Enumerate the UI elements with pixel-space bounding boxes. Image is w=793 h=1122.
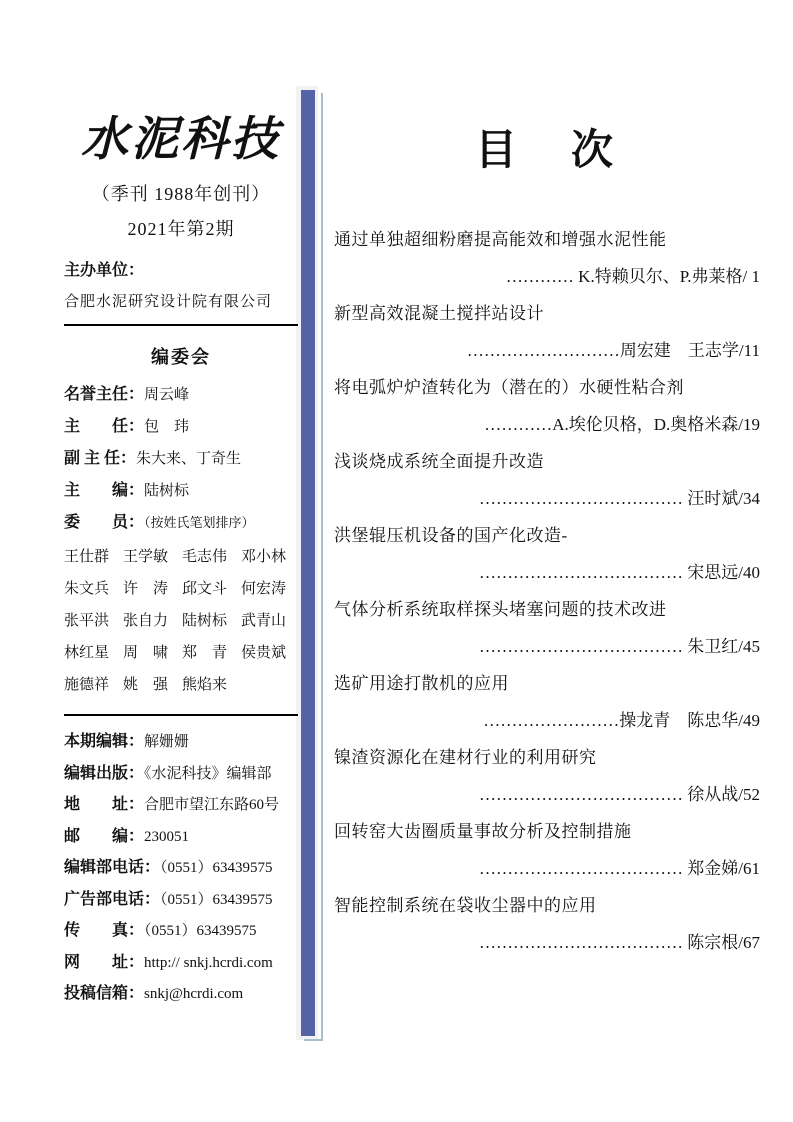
board-member: 周 啸: [123, 645, 169, 662]
publication-info: [64, 726, 298, 1010]
horizontal-rule-top: [64, 324, 298, 326]
divider-bar: [301, 90, 315, 1036]
info-publisher: [64, 758, 298, 790]
article-title: 智能控制系统在袋收尘器中的应用: [334, 896, 597, 916]
article-title: 镍渣资源化在建材行业的利用研究: [334, 748, 597, 768]
article-title: 选矿用途打散机的应用: [334, 674, 509, 694]
role-label: 副 主 任：: [64, 450, 137, 468]
info-value: （0551）63439575: [160, 891, 273, 908]
info-label: 编辑出版：: [64, 764, 145, 782]
organizer-value: 合肥水泥研究设计院有限公司: [64, 294, 273, 311]
role-value-note: （按姓氏笔划排序）: [144, 515, 255, 531]
article-authors-page: …………A.埃伦贝格，D.奥格米森/19: [484, 415, 760, 435]
toc-entry: [334, 739, 760, 813]
role-value: 陆树标: [144, 483, 190, 500]
info-label: 网 址：: [64, 953, 145, 971]
toc-entries: [334, 221, 760, 961]
board-member: 王学敏: [123, 549, 169, 566]
journal-title: 水泥科技: [81, 114, 281, 166]
info-submission-email: [64, 978, 298, 1010]
board-member: 张平洪: [64, 613, 110, 630]
info-ad-phone: [64, 884, 298, 916]
board-member: 朱文兵: [64, 581, 110, 598]
article-title: 回转窑大齿圈质量事故分析及控制措施: [334, 822, 632, 842]
toc-entry: [334, 887, 760, 961]
article-authors-page: ……………………………… 朱卫红/45: [479, 637, 760, 657]
article-authors-page: ……………………………… 郑金娣/61: [479, 859, 760, 879]
info-address: [64, 789, 298, 821]
board-member: 邓小林: [241, 549, 287, 566]
board-member: 陆树标: [182, 613, 228, 630]
role-label: 名誉主任：: [64, 386, 145, 404]
editorial-board-heading: 编委会: [151, 347, 211, 368]
toc-entry: [334, 813, 760, 887]
role-label: 委 员：: [64, 514, 145, 532]
toc-entry: [334, 517, 760, 591]
role-label: 主 任：: [64, 418, 145, 436]
info-website-url: http:// snkj.hcrdi.com: [144, 954, 273, 971]
journal-subtitle-frequency: （季刊 1988年创刊）: [91, 184, 271, 205]
info-label: 广告部电话：: [64, 890, 161, 908]
board-member: 毛志伟: [182, 549, 228, 566]
board-member: 姚 强: [123, 677, 169, 694]
article-authors-page: ……………………………… 陈宗根/67: [479, 933, 760, 953]
board-member: 熊焰来: [182, 677, 228, 694]
info-email-address: snkj@hcrdi.com: [144, 986, 244, 1003]
article-title: 新型高效混凝土搅拌站设计: [334, 304, 544, 324]
toc-entry: [334, 295, 760, 369]
info-postcode: [64, 821, 298, 853]
toc-entry: [334, 591, 760, 665]
info-value: 《水泥科技》编辑部: [144, 765, 272, 782]
info-editorial-phone: [64, 852, 298, 884]
info-label: 传 真：: [64, 922, 145, 940]
role-honorary-director: [64, 379, 298, 411]
info-value: 合肥市望江东路60号: [144, 797, 280, 814]
article-authors-page: ……………………………… 宋思远/40: [479, 563, 760, 583]
article-authors-page: ……………………………… 徐从战/52: [479, 785, 760, 805]
editorial-board-roles: [64, 379, 298, 539]
organizer-label: 主办单位：: [64, 262, 145, 280]
board-member: 何宏涛: [241, 581, 287, 598]
role-value: 包 玮: [144, 419, 190, 436]
board-member: 许 涛: [123, 581, 169, 598]
role-value: 朱大来、丁奇生: [136, 451, 242, 468]
board-member: 王仕群: [64, 549, 110, 566]
left-panel: [64, 112, 298, 1010]
info-value: 230051: [144, 828, 190, 845]
info-value: 解姗姗: [144, 734, 190, 751]
toc-entry: [334, 443, 760, 517]
toc-heading: 目 次: [474, 128, 619, 174]
article-title: 通过单独超细粉磨提高能效和增强水泥性能: [334, 230, 667, 250]
article-title: 气体分析系统取样探头堵塞问题的技术改进: [334, 600, 667, 620]
info-website: [64, 947, 298, 979]
board-member: 施德祥: [64, 677, 110, 694]
horizontal-rule-bottom: [64, 714, 298, 716]
board-member: 邱文斗: [182, 581, 228, 598]
article-authors-page: ……………………………… 汪时斌/34: [479, 489, 760, 509]
role-deputy-director: [64, 443, 298, 475]
board-member: 张自力: [123, 613, 169, 630]
article-title: 浅谈烧成系统全面提升改造: [334, 452, 544, 472]
role-members: [64, 507, 298, 539]
role-label: 主 编：: [64, 482, 145, 500]
article-title: 洪堡辊压机设备的国产化改造-: [334, 526, 568, 546]
role-value: 周云峰: [144, 387, 190, 404]
role-director: [64, 411, 298, 443]
toc-entry: [334, 369, 760, 443]
board-member: 侯贵斌: [241, 645, 287, 662]
board-member: 郑 青: [182, 645, 228, 662]
board-member: 武青山: [241, 613, 287, 630]
info-label: 邮 编：: [64, 827, 145, 845]
info-fax: [64, 915, 298, 947]
article-authors-page: ………… K.特赖贝尔、P.弗莱格/ 1: [505, 267, 760, 287]
article-authors-page: ………………………周宏建 王志学/11: [466, 341, 760, 361]
info-issue-editor: [64, 726, 298, 758]
article-authors-page: ……………………操龙青 陈忠华/49: [483, 711, 760, 731]
divider-shadow-vertical: [321, 93, 323, 1040]
info-label: 投稿信箱：: [64, 985, 145, 1003]
role-chief-editor: [64, 475, 298, 507]
toc-entry: [334, 665, 760, 739]
info-value: （0551）63439575: [160, 860, 273, 877]
divider-shadow-horizontal: [304, 1039, 323, 1041]
board-members-grid: [64, 541, 298, 701]
info-label: 编辑部电话：: [64, 859, 161, 877]
toc-panel: [334, 128, 760, 961]
board-member: 林红星: [64, 645, 110, 662]
toc-entry: [334, 221, 760, 295]
info-label: 本期编辑：: [64, 733, 145, 751]
article-title: 将电弧炉炉渣转化为（潜在的）水硬性粘合剂: [334, 378, 684, 398]
info-label: 地 址：: [64, 796, 145, 814]
info-value: （0551）63439575: [144, 923, 257, 940]
journal-issue: 2021年第2期: [127, 219, 235, 240]
